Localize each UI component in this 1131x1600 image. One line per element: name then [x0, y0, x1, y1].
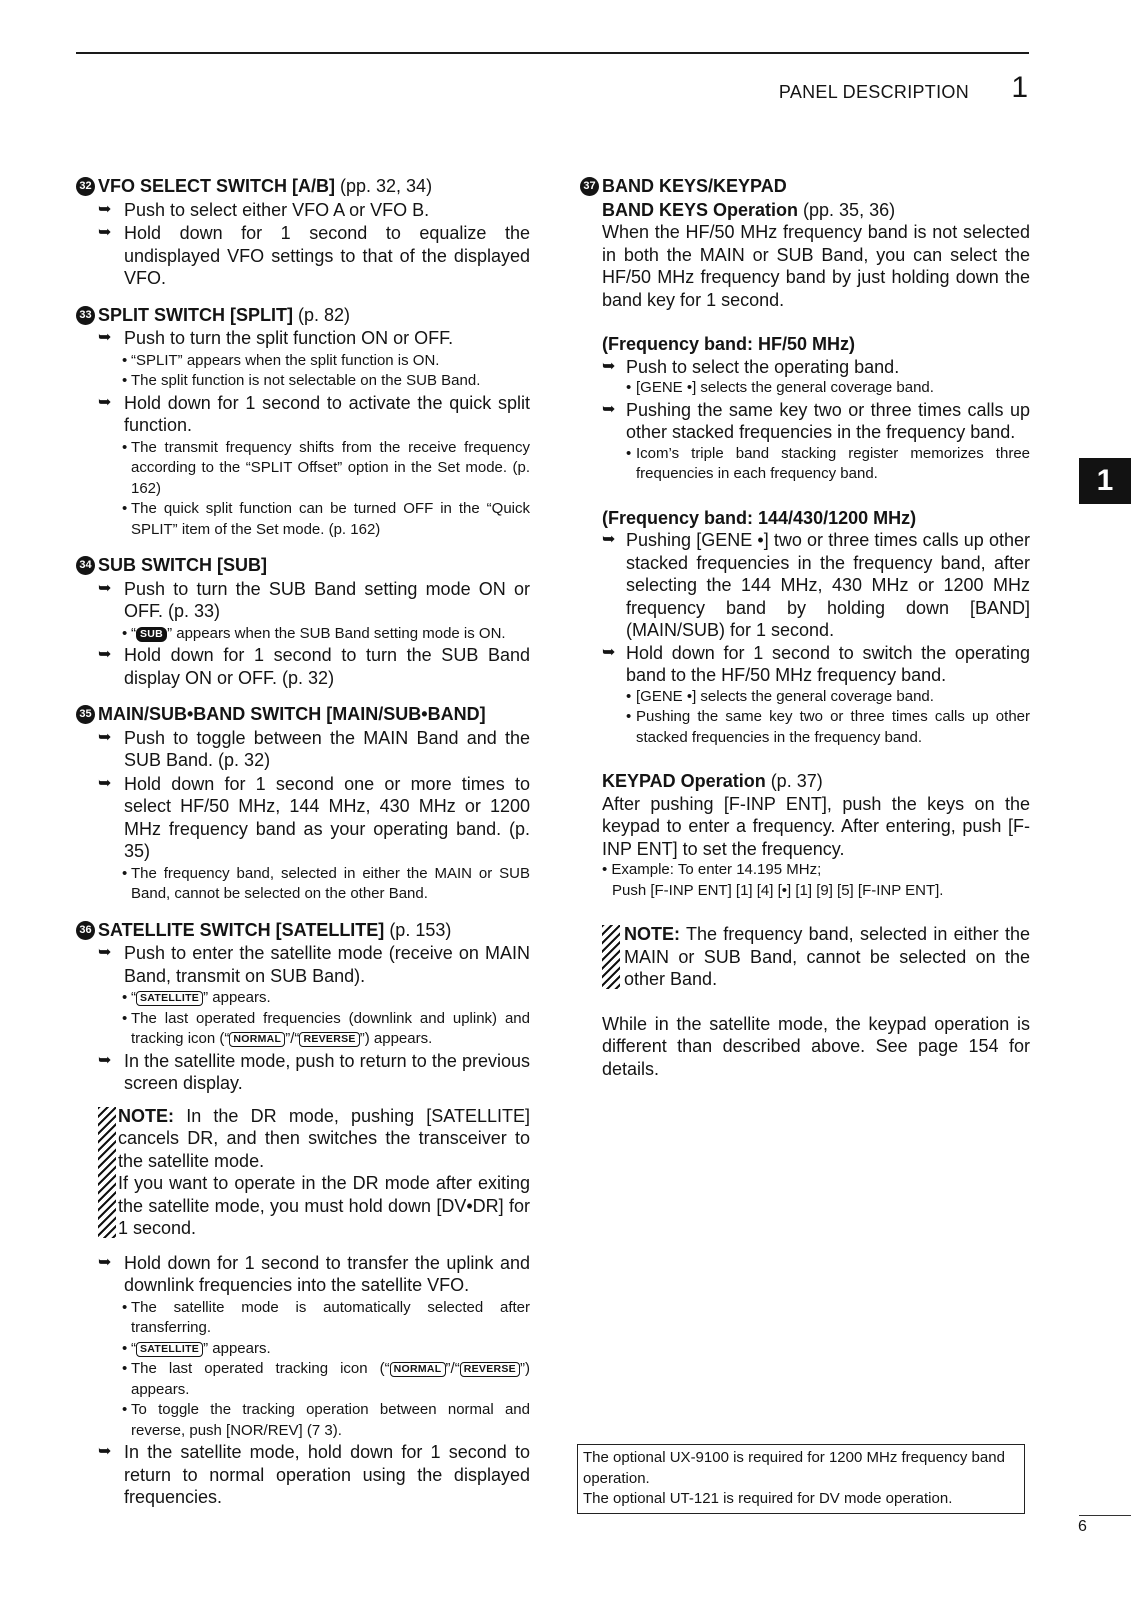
page-ref: (p. 82) — [293, 304, 351, 325]
optional-line: The optional UX-9100 is required for 1200 MHz frequency band operation. — [583, 1449, 1005, 1487]
sub-bullet-text: The quick split function can be turned OFF in the “Quick SPLIT” item of the Set mode. (p. 162) — [131, 500, 530, 538]
sub-bullet-text: [GENE •] selects the general coverage band. — [636, 379, 934, 396]
bullet — [76, 727, 530, 772]
bullet-text: In the satellite mode, hold down for 1 second to return to normal operation using the displayed frequencies. — [124, 1442, 530, 1507]
sub-bullet: • “ SATELLITE ” appears. — [122, 989, 271, 1006]
item-number-badge: 36 — [76, 921, 95, 940]
note-text: If you want to operate in the DR mode after exiting the satellite mode, you must hold down [DV•DR] for 1 second. — [118, 1173, 530, 1238]
sub-bullet: • The last operated tracking icon (“ NORMAL ”/“ REVERSE ”) appears. — [122, 1360, 530, 1398]
chapter-number: 1 — [1011, 71, 1028, 104]
arrow-icon: ➥ — [98, 728, 112, 746]
item-34 — [76, 554, 530, 689]
bullet — [76, 1252, 530, 1297]
band-heading: (Frequency band: HF/50 MHz) — [602, 334, 856, 354]
bullet-text: Hold down for 1 second to switch the operating band to the HF/50 MHz frequency band. — [626, 642, 1030, 685]
arrow-icon: ➥ — [98, 646, 112, 663]
page-ref: (pp. 35, 36) — [798, 199, 896, 220]
page-ref: (p. 153) — [384, 919, 452, 940]
text: ”) appears. — [131, 1360, 530, 1398]
bullet — [76, 199, 530, 222]
bullet — [76, 644, 530, 689]
optional-unit-box — [577, 1444, 1025, 1514]
item-35 — [76, 703, 530, 905]
item-heading — [76, 554, 530, 577]
sub-bullet-text: The frequency band, selected in either the MAIN or SUB Band, cannot be selected on the other Band. — [131, 864, 530, 902]
item-title: SATELLITE SWITCH [SATELLITE] — [98, 919, 385, 940]
item-heading — [76, 175, 530, 198]
page-ref: (pp. 32, 34) — [335, 176, 433, 196]
note-text: The frequency band, selected in either the MAIN or SUB Band, cannot be selected on the other Band. — [624, 924, 1030, 989]
bullet — [602, 529, 1030, 642]
sub-bullet: • Pushing the same key two or three times calls up other stacked frequencies in the frequency band. — [626, 708, 1030, 746]
item-title: SPLIT SWITCH [SPLIT] — [98, 304, 293, 325]
sub-bullet: • “ SATELLITE ” appears. — [122, 1339, 271, 1357]
paragraph: After pushing [F-INP ENT], push the keys on the keypad to enter a frequency. After entering, push [F-INP ENT] to set the frequency. — [602, 793, 1030, 859]
sub-bullet-text: [GENE •] selects the general coverage band. — [636, 687, 934, 705]
arrow-icon: ➥ — [98, 1253, 112, 1271]
text: “ — [131, 624, 136, 642]
arrow-icon: ➥ — [98, 224, 112, 241]
note-box — [602, 923, 1030, 991]
note-box — [76, 1105, 530, 1240]
text: “ — [131, 1339, 136, 1357]
chapter-tab-label: 1 — [1096, 464, 1114, 497]
subsection-title: BAND KEYS Operation — [602, 199, 799, 220]
bullet — [76, 1050, 530, 1095]
arrow-icon: ➥ — [98, 1051, 112, 1069]
sub-bullet: • The frequency band, selected in either the MAIN or SUB Band, cannot be selected on the other Band. — [122, 864, 530, 902]
bullet — [602, 356, 1030, 379]
normal-icon: NORMAL — [229, 1032, 285, 1047]
item-number-badge: 34 — [76, 556, 95, 575]
bullet-text: Push to turn the split function ON or OFF. — [124, 328, 454, 348]
sub-bullet: • “ SUB ” appears when the SUB Band setting mode is ON. — [122, 624, 506, 642]
item-title: BAND KEYS/KEYPAD — [602, 176, 787, 196]
header-rule — [76, 52, 1029, 54]
sub-bullet: • Icom’s triple band stacking register memorizes three frequencies in each frequency band. — [626, 444, 1030, 482]
arrow-icon: ➥ — [98, 393, 112, 411]
text: ”/“ — [445, 1360, 460, 1377]
arrow-icon: ➥ — [602, 643, 616, 661]
bullet-text: Push to select either VFO A or VFO B. — [124, 199, 430, 220]
bullet-text: In the satellite mode, push to return to the previous screen display. — [124, 1050, 530, 1093]
bullet-text: Pushing [GENE •] two or three times calls up other stacked frequencies in the frequency band, after selecting the 144 MHz, 430 MHz or 1200 MHz frequency band by holding down [BAND](MAIN/SUB) for 1 second. — [626, 530, 1030, 640]
bullet-text: Push to enter the satellite mode (receive on MAIN Band, transmit on SUB Band). — [124, 943, 530, 986]
reverse-icon: REVERSE — [460, 1362, 520, 1377]
bullet — [76, 392, 530, 437]
sub-icon: SUB — [136, 627, 167, 642]
bullet-text: Hold down for 1 second to equalize the undisplayed VFO settings to that of the displayed VFO. — [124, 223, 530, 288]
item-heading — [76, 919, 530, 942]
section-title: PANEL DESCRIPTION — [778, 82, 969, 102]
sub-bullet-text: The transmit frequency shifts from the receive frequency according to the “SPLIT Offset” option in the Set mode. (p. 162) — [131, 438, 530, 497]
item-number-badge: 33 — [76, 306, 95, 325]
item-37-content — [580, 199, 1030, 1081]
arrow-icon: ➥ — [98, 944, 112, 961]
paragraph: When the HF/50 MHz frequency band is not selected in both the MAIN or SUB Band, you can select the HF/50 MHz frequency band by just holding down the band key for 1 second. — [602, 222, 1030, 310]
bullet — [76, 327, 530, 350]
example-line: Push [F-INP ENT] [1] [4] [•] [1] [9] [5] [F-INP ENT]. — [612, 881, 944, 899]
note-title: NOTE: — [624, 924, 680, 944]
bullet — [76, 942, 530, 987]
sub-bullet: • [GENE •] selects the general coverage band. — [626, 687, 934, 705]
bullet-text: Hold down for 1 second to activate the quick split function. — [124, 392, 530, 435]
sub-bullet-text: The split function is not selectable on the SUB Band. — [131, 372, 481, 389]
sub-bullet: • To toggle the tracking operation between normal and reverse, push [NOR/REV] (7 3). — [122, 1401, 530, 1439]
note-hatch-icon — [602, 925, 620, 989]
bullet — [602, 399, 1030, 444]
text: ” appears. — [203, 1339, 271, 1357]
bullet — [602, 642, 1030, 687]
text: The last operated frequencies (downlink and uplink) and tracking icon (“ — [131, 1009, 530, 1047]
subsection-heading — [602, 199, 1030, 222]
arrow-icon: ➥ — [98, 329, 112, 346]
item-32 — [76, 175, 530, 290]
text: The last operated tracking icon (“ — [131, 1360, 390, 1377]
page-number: 6 — [1078, 1518, 1087, 1535]
item-title: SUB SWITCH [SUB] — [98, 555, 267, 575]
subsection-title: KEYPAD Operation — [602, 771, 766, 791]
satellite-icon: SATELLITE — [136, 991, 203, 1006]
arrow-icon: ➥ — [98, 579, 112, 597]
sub-bullet: • The transmit frequency shifts from the receive frequency according to the “SPLIT Offset” option in the Set mode. (p. 162) — [122, 438, 530, 497]
item-heading — [76, 703, 530, 726]
sub-bullet: • The quick split function can be turned OFF in the “Quick SPLIT” item of the Set mode. (p. 162) — [122, 500, 530, 538]
paragraph: While in the satellite mode, the keypad operation is different than described above. See page 154 for details. — [602, 1013, 1030, 1079]
item-title: MAIN/SUB•BAND SWITCH [MAIN/SUB•BAND] — [98, 704, 486, 724]
left-column — [76, 175, 530, 1523]
bullet-text: Push to toggle between the MAIN Band and the SUB Band. (p. 32) — [124, 727, 530, 770]
bullet — [76, 578, 530, 623]
example-line: • Example: To enter 14.195 MHz; — [602, 861, 822, 878]
bullet-text: Hold down for 1 second one or more times to select HF/50 MHz, 144 MHz, 430 MHz or 1200 MHz frequency band as your operating band. (p. 35) — [124, 773, 530, 861]
bullet-text: Hold down for 1 second to transfer the uplink and downlink frequencies into the satellite VFO. — [124, 1252, 530, 1295]
note-hatch-icon — [98, 1107, 116, 1238]
sub-bullet-text: “SPLIT” appears when the split function is ON. — [131, 351, 440, 369]
chapter-tab — [1079, 458, 1131, 504]
arrow-icon: ➥ — [602, 531, 616, 548]
arrow-icon: ➥ — [602, 400, 616, 418]
bullet — [76, 1441, 530, 1509]
item-number-badge: 35 — [76, 705, 95, 724]
sub-bullet: • The split function is not selectable on the SUB Band. — [122, 372, 481, 389]
sub-bullet-text: The satellite mode is automatically selected after transferring. — [131, 1298, 530, 1336]
text: ” appears. — [203, 989, 271, 1006]
right-column — [580, 175, 1030, 1080]
normal-icon: NORMAL — [390, 1362, 446, 1377]
bullet-text: Push to turn the SUB Band setting mode ON or OFF. (p. 33) — [124, 578, 530, 621]
note-title: NOTE: — [118, 1105, 174, 1126]
text: “ — [131, 989, 136, 1006]
sub-bullet-text: Icom’s triple band stacking register memorizes three frequencies in each frequency band. — [636, 444, 1030, 482]
bullet-text: Pushing the same key two or three times calls up other stacked frequencies in the frequency band. — [626, 399, 1030, 442]
bullet — [76, 773, 530, 863]
subsection-heading — [602, 770, 1030, 793]
item-36 — [76, 919, 530, 1509]
sub-bullet: • “SPLIT” appears when the split function is ON. — [122, 351, 440, 369]
item-heading — [580, 175, 1030, 198]
sub-bullet: • The last operated frequencies (downlink and uplink) and tracking icon (“ NORMAL ”/“ REVERSE ”) appears. — [122, 1009, 530, 1047]
arrow-icon: ➥ — [98, 774, 112, 792]
bullet-text: Hold down for 1 second to turn the SUB Band display ON or OFF. (p. 32) — [124, 645, 530, 688]
bullet — [76, 222, 530, 290]
item-number-badge: 37 — [580, 177, 599, 196]
item-heading — [76, 304, 530, 327]
sub-bullet-text: To toggle the tracking operation between normal and reverse, push [NOR/REV] (7 3). — [131, 1401, 530, 1439]
reverse-icon: REVERSE — [299, 1032, 359, 1047]
item-title: VFO SELECT SWITCH [A/B] — [98, 176, 335, 196]
text: ” appears when the SUB Band setting mode is ON. — [167, 624, 506, 642]
satellite-icon: SATELLITE — [136, 1342, 203, 1357]
sub-bullet: • The satellite mode is automatically selected after transferring. — [122, 1298, 530, 1336]
note-text: In the DR mode, pushing [SATELLITE] cancels DR, and then switches the transceiver to the satellite mode. — [118, 1105, 530, 1171]
sub-bullet-text: Pushing the same key two or three times calls up other stacked frequencies in the frequency band. — [636, 708, 1030, 746]
text: ”/“ — [285, 1030, 300, 1047]
text: ”) appears. — [359, 1030, 433, 1047]
page-ref: (p. 37) — [765, 771, 823, 791]
arrow-icon: ➥ — [98, 200, 112, 218]
item-number-badge: 32 — [76, 177, 95, 196]
band-heading: (Frequency band: 144/430/1200 MHz) — [602, 507, 917, 528]
arrow-icon: ➥ — [98, 1443, 112, 1460]
bullet-text: Push to select the operating band. — [626, 356, 900, 377]
footer-rule — [1079, 1515, 1131, 1516]
sub-bullet: • [GENE •] selects the general coverage band. — [626, 379, 934, 396]
optional-line: The optional UT-121 is required for DV mode operation. — [583, 1490, 953, 1507]
arrow-icon: ➥ — [602, 357, 616, 375]
item-33 — [76, 304, 530, 541]
